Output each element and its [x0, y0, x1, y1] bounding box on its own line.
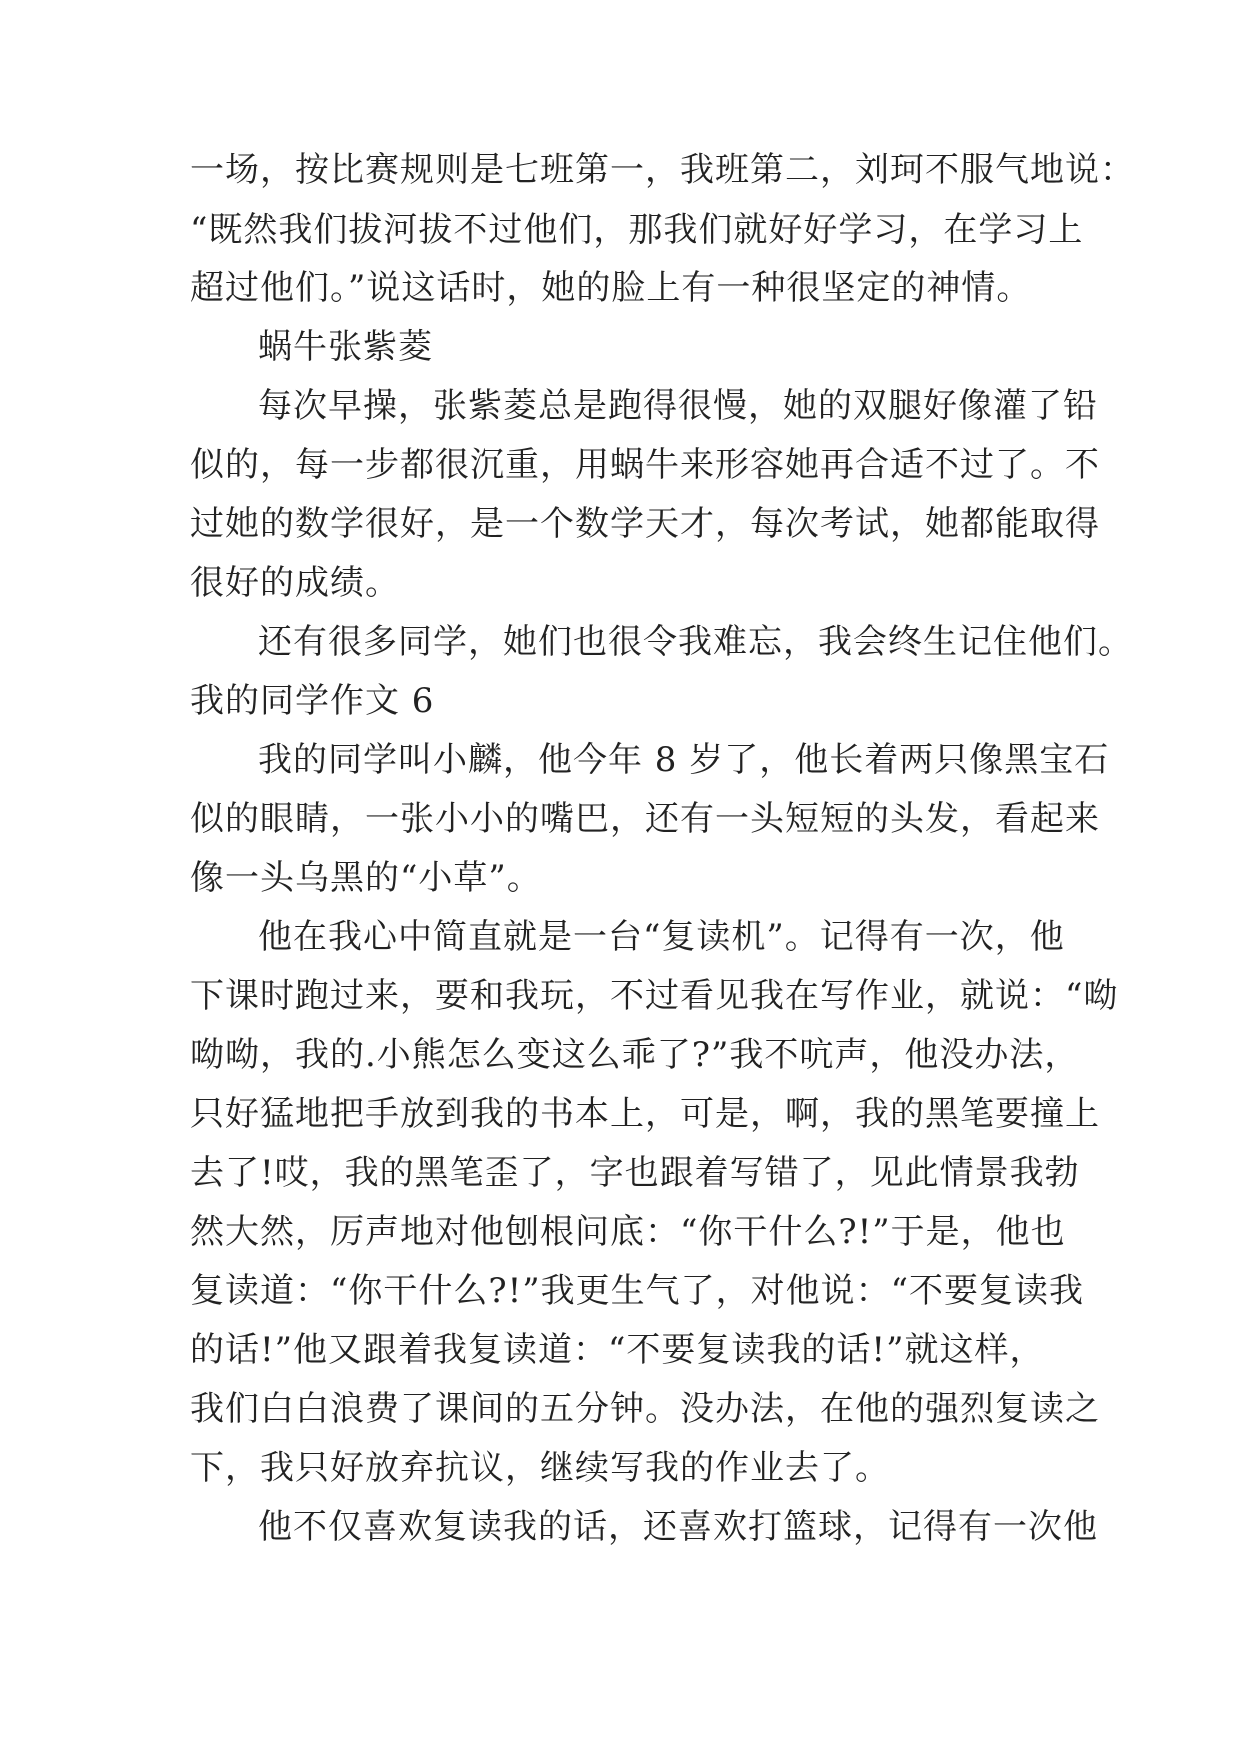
text-line: 只好猛地把手放到我的书本上，可是，啊，我的黑笔要撞上 — [190, 1094, 1100, 1134]
text-line: 似的，每一步都很沉重，用蜗牛来形容她再合适不过了。不 — [190, 445, 1100, 485]
text-line: 似的眼睛，一张小小的嘴巴，还有一头短短的头发，看起来 — [190, 799, 1100, 839]
text-line: 超过他们。”说这话时，她的脸上有一种很坚定的神情。 — [190, 268, 1032, 308]
text-line: 还有很多同学，她们也很令我难忘，我会终生记住他们。 — [258, 622, 1133, 662]
text-line: 每次早操，张紫菱总是跑得很慢，她的双腿好像灌了铅 — [258, 386, 1098, 426]
text-line: 下课时跑过来，要和我玩，不过看见我在写作业，就说：“呦 — [190, 976, 1119, 1016]
text-line: 一场，按比赛规则是七班第一，我班第二，刘珂不服气地说： — [190, 150, 1135, 190]
text-line: 的话!”他又跟着我复读道：“不要复读我的话!”就这样， — [190, 1330, 1045, 1370]
section-heading: 蜗牛张紫菱 — [258, 327, 433, 367]
text-line: 我们白白浪费了课间的五分钟。没办法，在他的强烈复读之 — [190, 1389, 1100, 1429]
essay-title: 我的同学作文 6 — [190, 681, 435, 721]
text-line: 过她的数学很好，是一个数学天才，每次考试，她都能取得 — [190, 504, 1100, 544]
text-line: 像一头乌黑的“小草”。 — [190, 858, 542, 898]
text-line: 他不仅喜欢复读我的话，还喜欢打篮球，记得有一次他 — [258, 1507, 1098, 1547]
text-line: 很好的成绩。 — [190, 563, 400, 603]
text-line: 去了!哎，我的黑笔歪了，字也跟着写错了，见此情景我勃 — [190, 1153, 1080, 1193]
text-line: 他在我心中简直就是一台“复读机”。记得有一次，他 — [258, 917, 1065, 957]
text-line: 然大然，厉声地对他刨根问底：“你干什么?!”于是，他也 — [190, 1212, 1066, 1252]
text-line: “既然我们拔河拔不过他们，那我们就好好学习，在学习上 — [190, 210, 1084, 250]
text-line: 复读道：“你干什么?!”我更生气了，对他说：“不要复读我 — [190, 1271, 1085, 1311]
text-line: 我的同学叫小麟，他今年 8 岁了，他长着两只像黑宝石 — [258, 740, 1110, 780]
text-line: 下，我只好放弃抗议，继续写我的作业去了。 — [190, 1448, 890, 1488]
text-line: 呦呦，我的.小熊怎么变这么乖了?”我不吭声，他没办法， — [190, 1035, 1080, 1075]
